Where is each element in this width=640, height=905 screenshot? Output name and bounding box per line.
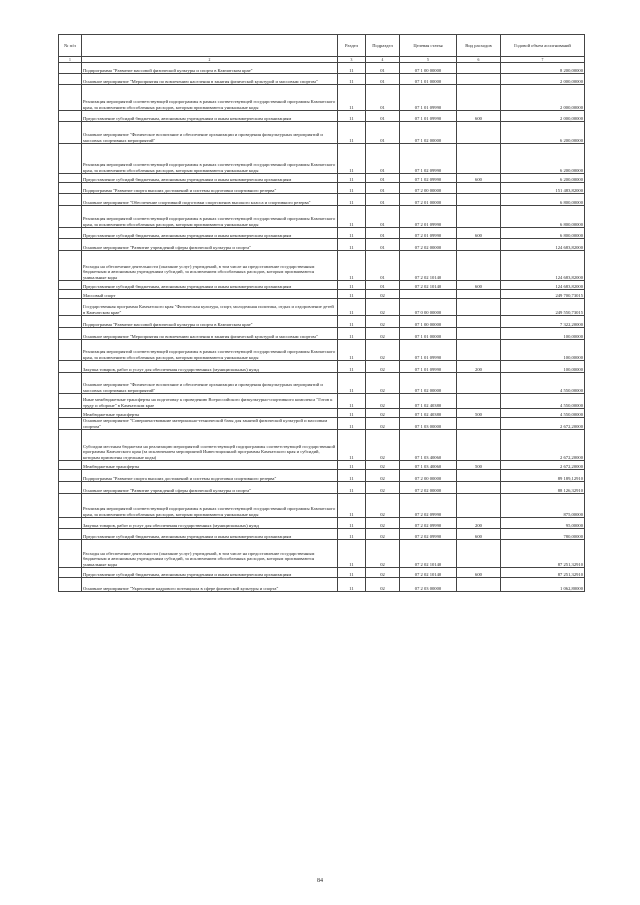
row-vid: [457, 299, 501, 316]
row-target: 07 1 01 00000: [400, 74, 457, 85]
row-amount: 6 200,00000: [501, 122, 585, 144]
table-row: [59, 470, 585, 482]
row-razdel: 11: [338, 290, 366, 299]
row-name: Предоставление субсидий бюджетным, автономным учреждениям и иным некоммерческим организациям: [82, 228, 338, 239]
row-num: [59, 518, 82, 529]
row-podrazdel: 01: [366, 144, 400, 174]
row-name: Основное мероприятие "Укрепление кадрового потенциала в сфере физической культуры и спорта": [82, 578, 338, 592]
row-podrazdel: 01: [366, 85, 400, 111]
row-podrazdel: 02: [366, 316, 400, 328]
row-name: Основное мероприятие "Развитие учреждений сферы физической культуры и спорта": [82, 239, 338, 251]
row-vid: 600: [457, 281, 501, 290]
row-name: Субсидии местным бюджетам на реализацию мероприятий соответствующей подпрограммы соответствующей государственной программы Камчатского края (за исключением мероприятий Инвестиционной программы Камчатского края и субсидий, которым присвоены отдельные коды): [82, 430, 338, 461]
row-num: [59, 63, 82, 74]
row-name: Подпрограмма "Развитие массовой физической культуры и спорта в Камчатском крае": [82, 316, 338, 328]
row-razdel: 11: [338, 529, 366, 540]
row-podrazdel: 02: [366, 568, 400, 578]
row-podrazdel: 02: [366, 418, 400, 430]
row-num: [59, 281, 82, 290]
row-vid: 500: [457, 409, 501, 418]
row-vid: [457, 373, 501, 394]
row-num: [59, 470, 82, 482]
table-row: [59, 111, 585, 122]
row-vid: [457, 494, 501, 518]
table-row: [59, 206, 585, 228]
row-name: Реализация мероприятий соответствующей подпрограммы в рамках соответствующей государственной программы Камчатского края, за исключением обособленных расходов, которым присваиваются уникальные коды: [82, 144, 338, 174]
row-vid: [457, 482, 501, 494]
row-razdel: 11: [338, 482, 366, 494]
row-podrazdel: 01: [366, 228, 400, 239]
row-target: 07 1 03 00000: [400, 418, 457, 430]
row-razdel: 11: [338, 461, 366, 470]
row-razdel: 11: [338, 328, 366, 340]
table-row: [59, 518, 585, 529]
table-row: [59, 494, 585, 518]
row-target: 07 2 01 09990: [400, 206, 457, 228]
row-amount: 88 126,32910: [501, 482, 585, 494]
row-podrazdel: 02: [366, 470, 400, 482]
row-vid: [457, 470, 501, 482]
table-row: [59, 540, 585, 568]
row-vid: [457, 183, 501, 194]
row-num: [59, 122, 82, 144]
table-row: [59, 239, 585, 251]
row-name: Межбюджетные трансферты: [82, 409, 338, 418]
row-razdel: 11: [338, 518, 366, 529]
row-amount: 6 800,00000: [501, 194, 585, 206]
row-vid: [457, 578, 501, 592]
row-name: Закупка товаров, работ и услуг для обеспечения государственных (муниципальных) нужд: [82, 518, 338, 529]
row-target: 07 2 02 10140: [400, 251, 457, 281]
row-razdel: 11: [338, 373, 366, 394]
row-razdel: 11: [338, 206, 366, 228]
row-target: 07 1 03 40060: [400, 461, 457, 470]
row-podrazdel: 02: [366, 430, 400, 461]
table-row: [59, 63, 585, 74]
row-vid: [457, 290, 501, 299]
table-row: [59, 290, 585, 299]
column-number: 7: [501, 57, 585, 63]
row-podrazdel: 01: [366, 183, 400, 194]
row-num: [59, 482, 82, 494]
row-amount: 124 683,82000: [501, 239, 585, 251]
table-row: [59, 194, 585, 206]
row-razdel: 11: [338, 430, 366, 461]
table-row: [59, 144, 585, 174]
row-target: 07 1 00 00000: [400, 316, 457, 328]
row-podrazdel: 02: [366, 340, 400, 361]
row-name: Основное мероприятие "Совершенствование материально-технической базы для занятий физической культурой и массовым спортом": [82, 418, 338, 430]
row-name: Подпрограмма "Развитие массовой физической культуры и спорта в Камчатском крае": [82, 63, 338, 74]
row-podrazdel: 02: [366, 290, 400, 299]
row-target: 07 1 02 40380: [400, 409, 457, 418]
row-razdel: 11: [338, 194, 366, 206]
column-number: 4: [366, 57, 400, 63]
row-target: 07 1 01 09990: [400, 85, 457, 111]
row-name: Основное мероприятие "Физическое воспитание и обеспечение организации и проведения физкультурных мероприятий и массовых спортивных мероприятий": [82, 122, 338, 144]
row-vid: 200: [457, 361, 501, 373]
table-row: [59, 394, 585, 409]
table-row: [59, 568, 585, 578]
row-vid: 600: [457, 111, 501, 122]
row-amount: 151 483,82000: [501, 183, 585, 194]
row-amount: 6 800,00000: [501, 206, 585, 228]
row-vid: [457, 63, 501, 74]
row-razdel: 11: [338, 85, 366, 111]
row-name: Предоставление субсидий бюджетным, автономным учреждениям и иным некоммерческим организациям: [82, 174, 338, 183]
row-name: Подпрограмма "Развитие спорта высших достижений и системы подготовки спортивного резерва": [82, 470, 338, 482]
row-amount: 6 800,00000: [501, 228, 585, 239]
row-podrazdel: 02: [366, 494, 400, 518]
row-target: 07 2 02 09990: [400, 529, 457, 540]
row-razdel: 11: [338, 111, 366, 122]
column-number: 6: [457, 57, 501, 63]
table-body: [59, 63, 585, 592]
row-target: 07 1 03 40060: [400, 430, 457, 461]
row-podrazdel: 01: [366, 74, 400, 85]
table-row: [59, 409, 585, 418]
table-row: [59, 228, 585, 239]
row-amount: 7 322,20000: [501, 316, 585, 328]
row-num: [59, 394, 82, 409]
row-amount: 6 200,00000: [501, 174, 585, 183]
row-amount: 2 672,20000: [501, 461, 585, 470]
row-num: [59, 290, 82, 299]
row-target: 07 2 00 00000: [400, 470, 457, 482]
header-num: № п/п: [59, 35, 82, 57]
row-num: [59, 251, 82, 281]
row-num: [59, 494, 82, 518]
row-target: 07 1 02 09990: [400, 144, 457, 174]
row-razdel: 11: [338, 228, 366, 239]
column-number: 5: [400, 57, 457, 63]
row-target: 07 1 02 00000: [400, 122, 457, 144]
row-vid: 600: [457, 228, 501, 239]
row-vid: [457, 194, 501, 206]
row-vid: [457, 239, 501, 251]
row-podrazdel: 01: [366, 251, 400, 281]
row-name: Государственная программа Камчатского края "Физическая культура, спорт, молодежная политика, отдых и оздоровление детей в Камчатском крае": [82, 299, 338, 316]
row-amount: 8 200,00000: [501, 63, 585, 74]
row-razdel: 11: [338, 578, 366, 592]
row-amount: 249 700,73015: [501, 290, 585, 299]
row-amount: 124 683,82000: [501, 281, 585, 290]
row-name: Предоставление субсидий бюджетным, автономным учреждениям и иным некоммерческим организациям: [82, 111, 338, 122]
budget-table: [58, 34, 585, 592]
row-name: Закупка товаров, работ и услуг для обеспечения государственных (муниципальных) нужд: [82, 361, 338, 373]
row-vid: [457, 418, 501, 430]
row-amount: 124 683,82000: [501, 251, 585, 281]
row-num: [59, 430, 82, 461]
row-razdel: 11: [338, 316, 366, 328]
table-row: [59, 361, 585, 373]
row-razdel: 11: [338, 394, 366, 409]
row-name: Подпрограмма "Развитие спорта высших достижений и системы подготовки спортивного резерва": [82, 183, 338, 194]
row-razdel: 11: [338, 470, 366, 482]
budget-table-sheet: [58, 34, 584, 592]
row-razdel: 11: [338, 174, 366, 183]
row-target: 07 1 00 00000: [400, 63, 457, 74]
table-row: [59, 281, 585, 290]
row-target: [400, 290, 457, 299]
column-number: 1: [59, 57, 82, 63]
row-razdel: 11: [338, 361, 366, 373]
row-amount: 249 550,73015: [501, 299, 585, 316]
row-name: Реализация мероприятий соответствующей подпрограммы в рамках соответствующей государственной программы Камчатского края, за исключением обособленных расходов, которым присваиваются уникальные коды: [82, 85, 338, 111]
row-num: [59, 174, 82, 183]
row-target: 07 2 02 09990: [400, 494, 457, 518]
row-num: [59, 239, 82, 251]
row-amount: 2 000,00000: [501, 85, 585, 111]
row-num: [59, 540, 82, 568]
table-row: [59, 85, 585, 111]
row-name: Предоставление субсидий бюджетным, автономным учреждениям и иным некоммерческим организациям: [82, 529, 338, 540]
table-row: [59, 74, 585, 85]
row-razdel: 11: [338, 340, 366, 361]
row-vid: [457, 206, 501, 228]
table-row: [59, 529, 585, 540]
table-row: [59, 578, 585, 592]
row-name: Основное мероприятие "Мероприятия по вовлечению населения в занятия физической культурой и массовым спортом": [82, 328, 338, 340]
row-target: 07 1 01 00000: [400, 328, 457, 340]
row-podrazdel: 02: [366, 361, 400, 373]
row-num: [59, 328, 82, 340]
row-razdel: 11: [338, 74, 366, 85]
row-vid: [457, 251, 501, 281]
row-num: [59, 361, 82, 373]
row-razdel: 11: [338, 63, 366, 74]
row-amount: 87 251,32910: [501, 540, 585, 568]
row-num: [59, 409, 82, 418]
row-vid: 600: [457, 529, 501, 540]
row-target: 07 1 02 09990: [400, 174, 457, 183]
row-name: Основное мероприятие "Развитие учреждений сферы физической культуры и спорта": [82, 482, 338, 494]
row-vid: 500: [457, 461, 501, 470]
row-amount: 2 000,00000: [501, 74, 585, 85]
row-podrazdel: 02: [366, 518, 400, 529]
header-amount: Годовой объем ассигнований: [501, 35, 585, 57]
row-razdel: 11: [338, 409, 366, 418]
row-target: 07 2 01 09990: [400, 228, 457, 239]
row-name: Основное мероприятие "Мероприятия по вовлечению населения в занятия физической культурой и массовым спортом": [82, 74, 338, 85]
header-vid: Вид расходов: [457, 35, 501, 57]
row-vid: [457, 85, 501, 111]
row-amount: 100,00000: [501, 361, 585, 373]
row-podrazdel: 01: [366, 63, 400, 74]
row-amount: 2 000,00000: [501, 111, 585, 122]
row-amount: 2 672,20000: [501, 418, 585, 430]
row-amount: 6 200,00000: [501, 144, 585, 174]
row-razdel: 11: [338, 540, 366, 568]
row-num: [59, 85, 82, 111]
row-razdel: 11: [338, 281, 366, 290]
row-target: 07 2 02 10140: [400, 281, 457, 290]
row-name: Основное мероприятие "Обеспечение спортивной подготовки спортсменов высокого класса и спортивного резерва": [82, 194, 338, 206]
header-razdel: Раздел: [338, 35, 366, 57]
row-razdel: 11: [338, 251, 366, 281]
row-vid: [457, 394, 501, 409]
row-razdel: 11: [338, 239, 366, 251]
table-row: [59, 174, 585, 183]
row-num: [59, 418, 82, 430]
row-target: 07 2 00 00000: [400, 183, 457, 194]
row-razdel: 11: [338, 183, 366, 194]
row-vid: 600: [457, 568, 501, 578]
row-name: Иные межбюджетные трансферты на подготовку к проведению Всероссийского физкультурно-спортивного комплекса "Готов к труду и обороне" в Камчатском крае: [82, 394, 338, 409]
row-target: 07 0 00 00000: [400, 299, 457, 316]
row-num: [59, 316, 82, 328]
row-target: 07 1 02 40380: [400, 394, 457, 409]
page-number: 84: [317, 878, 323, 884]
row-amount: 95,00000: [501, 518, 585, 529]
row-podrazdel: 02: [366, 540, 400, 568]
row-amount: 89 189,12910: [501, 470, 585, 482]
row-podrazdel: 02: [366, 578, 400, 592]
row-num: [59, 206, 82, 228]
table-row: [59, 183, 585, 194]
row-amount: 780,00000: [501, 529, 585, 540]
row-podrazdel: 01: [366, 111, 400, 122]
row-podrazdel: 02: [366, 328, 400, 340]
row-num: [59, 299, 82, 316]
row-podrazdel: 01: [366, 206, 400, 228]
row-num: [59, 373, 82, 394]
row-podrazdel: 02: [366, 482, 400, 494]
row-razdel: 11: [338, 299, 366, 316]
row-podrazdel: 01: [366, 122, 400, 144]
row-razdel: 11: [338, 568, 366, 578]
row-amount: 87 251,32910: [501, 568, 585, 578]
row-podrazdel: 02: [366, 409, 400, 418]
row-vid: 600: [457, 174, 501, 183]
row-num: [59, 183, 82, 194]
row-razdel: 11: [338, 418, 366, 430]
row-name: Расходы на обеспечение деятельности (оказание услуг) учреждений, в том числе на предоставление государственным бюджетным и автономным учреждениям субсидий, за исключением обособленных расходов, которым присваиваются уникальные коды: [82, 540, 338, 568]
row-amount: 2 672,20000: [501, 430, 585, 461]
row-target: 07 1 01 09990: [400, 111, 457, 122]
row-name: Предоставление субсидий бюджетным, автономным учреждениям и иным некоммерческим организациям: [82, 281, 338, 290]
header-name: [82, 35, 338, 57]
row-num: [59, 144, 82, 174]
row-podrazdel: 01: [366, 281, 400, 290]
row-target: 07 1 02 00000: [400, 373, 457, 394]
row-target: 07 2 02 00000: [400, 482, 457, 494]
table-row: [59, 340, 585, 361]
row-num: [59, 529, 82, 540]
row-target: 07 2 03 00000: [400, 578, 457, 592]
table-row: [59, 328, 585, 340]
column-number: 2: [82, 57, 338, 63]
row-vid: [457, 540, 501, 568]
row-target: 07 2 02 00000: [400, 239, 457, 251]
row-target: 07 2 02 10140: [400, 540, 457, 568]
table-row: [59, 316, 585, 328]
row-amount: 875,00000: [501, 494, 585, 518]
header-row: [59, 35, 585, 57]
row-amount: 100,00000: [501, 340, 585, 361]
table-row: [59, 430, 585, 461]
header-target: Целевая статья: [400, 35, 457, 57]
row-podrazdel: 01: [366, 239, 400, 251]
row-vid: [457, 144, 501, 174]
row-podrazdel: 01: [366, 194, 400, 206]
header-podrazdel: Подраздел: [366, 35, 400, 57]
row-num: [59, 340, 82, 361]
row-num: [59, 74, 82, 85]
row-vid: [457, 340, 501, 361]
row-amount: 100,00000: [501, 328, 585, 340]
table-row: [59, 418, 585, 430]
row-vid: 200: [457, 518, 501, 529]
row-razdel: 11: [338, 494, 366, 518]
row-vid: [457, 74, 501, 85]
table-row: [59, 373, 585, 394]
row-name: Массовый спорт: [82, 290, 338, 299]
row-target: 07 2 01 00000: [400, 194, 457, 206]
row-target: 07 1 01 09990: [400, 340, 457, 361]
row-target: 07 2 02 10140: [400, 568, 457, 578]
table-row: [59, 482, 585, 494]
row-razdel: 11: [338, 144, 366, 174]
table-row: [59, 251, 585, 281]
row-vid: [457, 122, 501, 144]
row-name: Основное мероприятие "Физическое воспитание и обеспечение организации и проведения физкультурных мероприятий и массовых спортивных мероприятий": [82, 373, 338, 394]
table-row: [59, 299, 585, 316]
row-amount: 4 550,00000: [501, 409, 585, 418]
row-name: Расходы на обеспечение деятельности (оказание услуг) учреждений, в том числе на предоставление государственным бюджетным и автономным учреждениям субсидий, за исключением обособленных расходов, которым присваиваются уникальные коды: [82, 251, 338, 281]
row-num: [59, 194, 82, 206]
row-target: 07 1 01 09990: [400, 361, 457, 373]
row-num: [59, 228, 82, 239]
row-num: [59, 568, 82, 578]
row-amount: 4 550,00000: [501, 373, 585, 394]
row-vid: [457, 328, 501, 340]
row-num: [59, 461, 82, 470]
row-name: Предоставление субсидий бюджетным, автономным учреждениям и иным некоммерческим организациям: [82, 568, 338, 578]
row-podrazdel: 02: [366, 299, 400, 316]
row-name: Реализация мероприятий соответствующей подпрограммы в рамках соответствующей государственной программы Камчатского края, за исключением обособленных расходов, которым присваиваются уникальные коды: [82, 206, 338, 228]
row-podrazdel: 02: [366, 529, 400, 540]
row-target: 07 2 02 09990: [400, 518, 457, 529]
table-row: [59, 461, 585, 470]
row-vid: [457, 316, 501, 328]
table-row: [59, 122, 585, 144]
row-razdel: 11: [338, 122, 366, 144]
row-name: Реализация мероприятий соответствующей подпрограммы в рамках соответствующей государственной программы Камчатского края, за исключением обособленных расходов, которым присваиваются уникальные коды: [82, 494, 338, 518]
row-name: Реализация мероприятий соответствующей подпрограммы в рамках соответствующей государственной программы Камчатского края, за исключением обособленных расходов, которым присваиваются уникальные коды: [82, 340, 338, 361]
row-podrazdel: 01: [366, 174, 400, 183]
row-amount: 4 550,00000: [501, 394, 585, 409]
row-podrazdel: 02: [366, 373, 400, 394]
row-vid: [457, 430, 501, 461]
row-amount: 1 062,80000: [501, 578, 585, 592]
column-number: 3: [338, 57, 366, 63]
row-num: [59, 111, 82, 122]
row-podrazdel: 02: [366, 461, 400, 470]
row-podrazdel: 02: [366, 394, 400, 409]
row-num: [59, 578, 82, 592]
row-name: Межбюджетные трансферты: [82, 461, 338, 470]
